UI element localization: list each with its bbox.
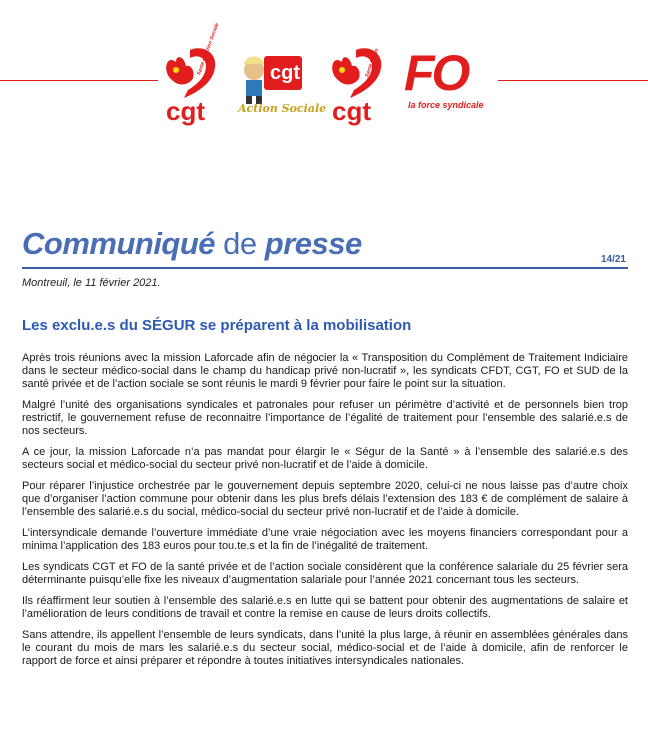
logo-bar [158,22,498,132]
paragraph: L’intersyndicale demande l’ouverture immédiate d’une vraie négociation avec les moyens financiers correspondant pour a minima l’application des 183 euros pour tou.te.s et la fin de l’inégalité de traitement. [22,527,628,552]
fo-tagline: la force syndicale [408,100,484,110]
paragraph: Malgré l’unité des organisations syndicales et patronales pour refuser un périmètre d’activité et de personnels bien trop restrictif, le gouvernement refuse de reconnaitre l’importance de l’égalité de traitement pour l’ensemble des salarié.e.s de nos secteurs. [22,399,628,437]
title-communique: Communiqué [22,226,216,261]
cgt-action-wordmark: cgt [270,62,300,84]
paragraph: Sans attendre, ils appellent l’ensemble de leurs syndicats, dans l’unité la plus large, à réunir en assemblées générales dans le courant du mois de mars les salarié.e.s du secteur social, médico-social et de l’aide à domicile, afin de renforcer le rapport de force et ainsi préparer et répondre à toutes initiatives intersyndicales nationales. [22,629,628,667]
paragraph: Ils réaffirment leur soutien à l’ensemble des salarié.e.s en lutte qui se battent pour obtenir des augmentations de salaire et l’amélioration de leurs conditions de travail et contre la remise en cause de leurs droits collectifs. [22,595,628,620]
reference-number: 14/21 [600,254,626,265]
fo-wordmark: FO [404,45,468,101]
dateline: Montreuil, le 11 février 2021. [22,277,161,289]
page-title [22,226,362,262]
cgt-privee-wordmark: cgt [332,96,371,126]
cgt-sante-wordmark: cgt [166,96,205,126]
article-subtitle: Les exclu.e.s du SÉGUR se préparent à la mobilisation [22,317,412,334]
cgt-sante-subtitle: Santé et Action Sociale [196,22,221,77]
article-body [22,352,628,676]
title-de: de [215,226,265,261]
cgt-sante-logo [162,22,224,130]
paragraph: Après trois réunions avec la mission Laforcade afin de négocier la « Transposition du Complément de Traitement Indiciaire dans le secteur médico-social dans le champ du handicap privé non-lucratif », les syndicats CFDT, CGT, FO et SUD de la santé privée et de l’action sociale se sont réunis le mardi 9 février pour faire le point sur la situation. [22,352,628,390]
paragraph: Pour réparer l’injustice orchestrée par le gouvernement depuis septembre 2020, celui-ci ne nous laisse pas d’autre choix que d’organiser l’action commune pour obtenir dans les plus brefs délais l’extension des 183 € de complément de salaire à l’ensemble des salarié.e.s du social, médico-social du secteur privé non-lucratif et de l’aide à domicile. [22,480,628,518]
paragraph: A ce jour, la mission Laforcade n’a pas mandat pour élargir le « Ségur de la Santé » à l’ensemble des salarié.e.s des secteurs social et médico-social du secteur privé non-lucratif et de l’aide à domicile. [22,446,628,471]
title-presse: presse [264,226,362,261]
title-rule [22,267,628,269]
cgt-privee-subtitle: Santé Privée [364,47,380,79]
paragraph: Les syndicats CGT et FO de la santé privée et de l’action sociale considèrent que la conférence salariale du 25 février sera déterminante puisqu’elle fixe les niveaux d’augmentation salariale pour l’année 2021 concernant tous les secteurs. [22,561,628,586]
cgt-action-subtitle: Action Sociale [238,102,327,115]
cgt-sante-privee-logo [328,44,390,130]
cgt-action-sociale-logo [232,50,327,115]
